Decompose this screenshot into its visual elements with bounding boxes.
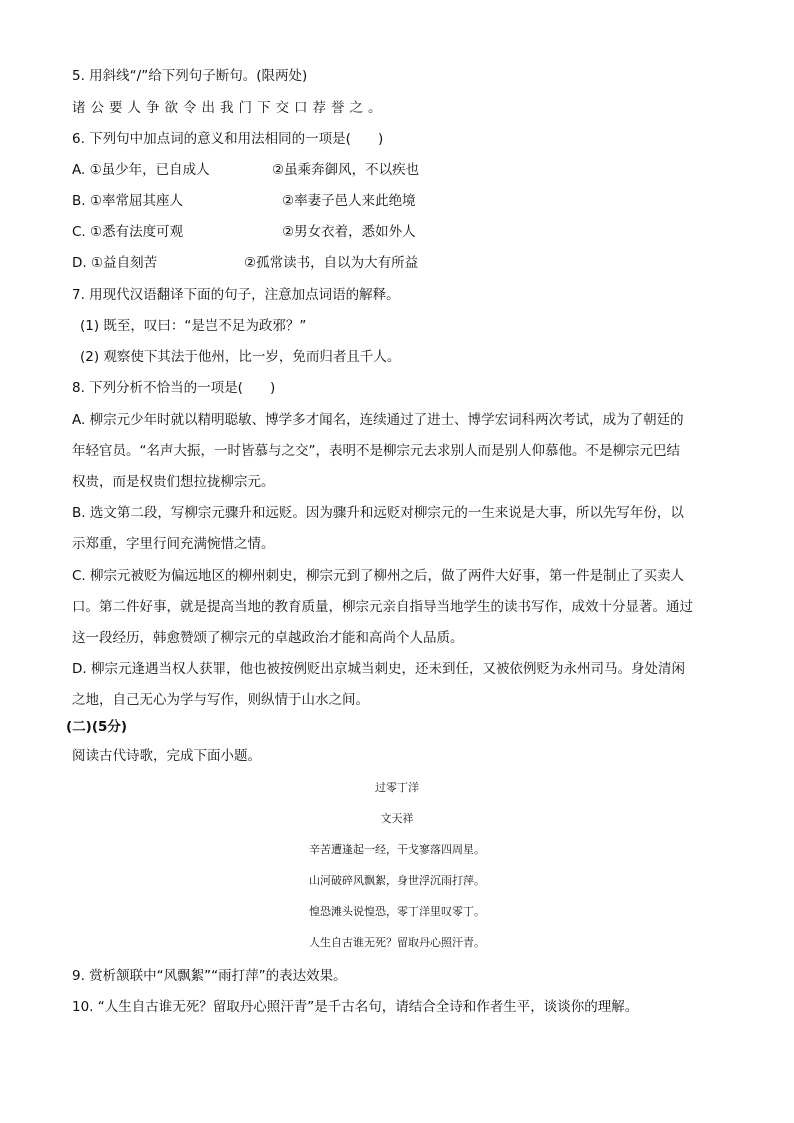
section-2-instruction: 阅读古代诗歌，完成下面小题。 bbox=[72, 748, 261, 764]
option-b-part1: B. ①率常屈其座人 bbox=[72, 193, 183, 209]
question-6-option-a bbox=[72, 161, 420, 179]
section-2-heading: (二)(5分) bbox=[66, 719, 128, 735]
poem-line-1: 辛苦遭逢起一经，干戈寥落四周星。 bbox=[309, 843, 485, 856]
poem-title: 过零丁洋 bbox=[375, 781, 419, 794]
option-a-part1: A. ①虽少年，已自成人 bbox=[72, 162, 210, 178]
question-5-stem: 5. 用斜线“/”给下列句子断句。(限两处) bbox=[72, 68, 308, 84]
question-8-line: 这一段经历，韩愈赞颂了柳宗元的卓越政治才能和高尚个人品质。 bbox=[72, 630, 464, 646]
question-6-option-c bbox=[72, 223, 416, 241]
question-8-line: B. 选文第二段，写柳宗元骤升和远贬。因为骤升和远贬对柳宗元的一生来说是大事，所以先写年份，以 bbox=[72, 505, 684, 521]
question-7-stem: 7. 用现代汉语翻译下面的句子，注意加点词语的解释。 bbox=[72, 287, 400, 303]
question-8-line: A. 柳宗元少年时就以精明聪敏、博学多才闻名，连续通过了进士、博学宏词科两次考试，成为了朝廷的 bbox=[72, 412, 684, 428]
question-8-line: 示郑重，字里行间充满惋惜之情。 bbox=[72, 536, 275, 552]
question-10-stem: 10. “人生自古谁无死？留取丹心照汗青”是千古名句，请结合全诗和作者生平，谈谈你的理解。 bbox=[72, 999, 639, 1015]
question-8-line: D. 柳宗元逢遇当权人获罪，他也被按例贬出京城当刺史，还未到任，又被依例贬为永州司马。身处清闲 bbox=[72, 661, 685, 677]
option-d-part2: ②孤常读书，自以为大有所益 bbox=[244, 255, 419, 271]
question-8-stem: 8. 下列分析不恰当的一项是( ) bbox=[72, 380, 276, 396]
option-c-part1: C. ①悉有法度可观 bbox=[72, 224, 184, 240]
question-6-option-b bbox=[72, 192, 416, 210]
poem-line-3: 惶恐滩头说惶恐，零丁洋里叹零丁。 bbox=[309, 905, 485, 918]
poem-line-4: 人生自古谁无死？留取丹心照汗青。 bbox=[309, 936, 485, 949]
question-7-item-2: (2) 观察使下其法于他州，比一岁，免而归者且千人。 bbox=[80, 349, 401, 365]
option-a-part2: ②虽乘奔御风，不以疾也 bbox=[272, 162, 420, 178]
question-5-sentence: 诸公要人争欲令出我门下交口荐誉之。 bbox=[72, 100, 387, 116]
question-8-line: 权贵，而是权贵们想拉拢柳宗元。 bbox=[72, 474, 275, 490]
question-9-stem: 9. 赏析颔联中“风飘絮”“雨打萍”的表达效果。 bbox=[72, 968, 347, 984]
question-6-option-d bbox=[72, 254, 419, 272]
option-c-part2: ②男女衣着，悉如外人 bbox=[282, 224, 416, 240]
question-8-line: 之地，自己无心为学与写作，则纵情于山水之间。 bbox=[72, 692, 369, 708]
question-8-line: C. 柳宗元被贬为偏远地区的柳州刺史，柳宗元到了柳州之后，做了两件大好事，第一件是制止了买卖人 bbox=[72, 568, 685, 584]
question-6-stem: 6. 下列句中加点词的意义和用法相同的一项是( ) bbox=[72, 131, 384, 147]
question-8-line: 年轻官员。“名声大振，一时皆慕与之交”，表明不是柳宗元去求别人而是别人仰慕他。不是柳宗元巴结 bbox=[72, 443, 680, 459]
option-d-part1: D. ①益自刻苦 bbox=[72, 255, 158, 271]
question-7-item-1: (1) 既至，叹曰：“是岂不足为政邪？” bbox=[80, 318, 307, 334]
question-8-line: 口。第二件好事，就是提高当地的教育质量，柳宗元亲自指导当地学生的读书写作，成效十分显著。通过 bbox=[72, 599, 693, 615]
poem-line-2: 山河破碎风飘絮，身世浮沉雨打萍。 bbox=[309, 874, 485, 887]
option-b-part2: ②率妻子邑人来此绝境 bbox=[282, 193, 416, 209]
poem-author: 文天祥 bbox=[380, 812, 414, 825]
